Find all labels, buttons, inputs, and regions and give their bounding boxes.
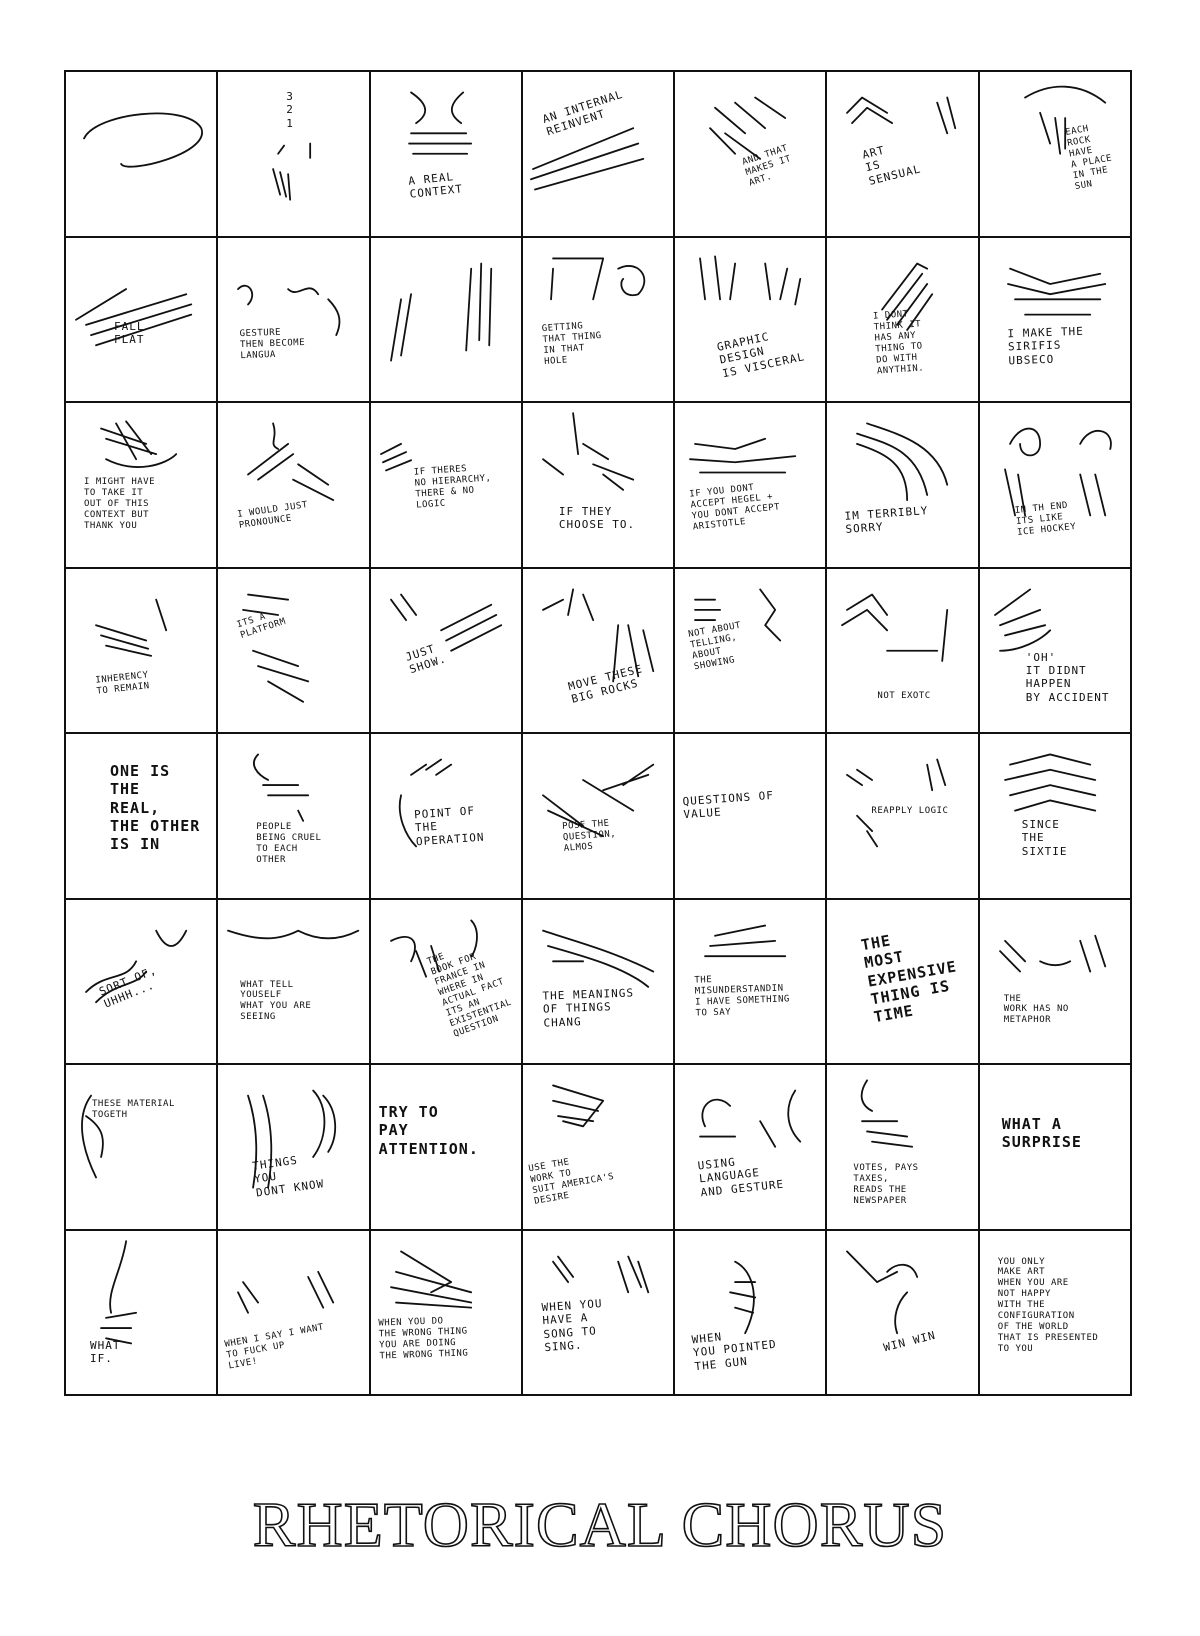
sketch-caption: I MIGHT HAVE TO TAKE IT OUT OF THIS CONTEXT BUT THANK YOU (84, 477, 156, 531)
sketch-caption: PEOPLE BEING CRUEL TO EACH OTHER (256, 822, 322, 865)
sketch-caption: THESE MATERIAL TOGETH (92, 1099, 175, 1120)
sketch-cell (827, 734, 979, 900)
sketch-cell (827, 72, 979, 238)
sketch-caption: EACH ROCK HAVE A PLACE IN THE SUN (1064, 123, 1113, 192)
sketch-cell (218, 238, 370, 404)
sketch-caption: VOTES, PAYS TAXES, READS THE NEWSPAPER (853, 1163, 919, 1206)
sketch-cell (675, 1231, 827, 1397)
sketch-cell (827, 900, 979, 1066)
sketch-caption: THE MEANINGS OF THINGS CHANG (542, 985, 635, 1029)
sketch-caption: SORT OF, UHHH... (97, 963, 159, 1011)
sketch-caption: IM TERRIBLY SORRY (844, 504, 930, 537)
gesture-sketch (980, 900, 1130, 1064)
sketch-caption: REAPPLY LOGIC (871, 806, 949, 816)
gesture-sketch (675, 72, 825, 236)
sketch-cell (980, 238, 1132, 404)
sketch-cell (66, 1065, 218, 1231)
sketch-caption: IF THERES NO HIERARCHY, THERE & NO LOGIC (413, 464, 492, 511)
sketch-caption: WHEN YOU HAVE A SONG TO SING. (541, 1296, 603, 1354)
sketch-cell (980, 569, 1132, 735)
sketch-cell (218, 1065, 370, 1231)
sketch-cell (675, 1065, 827, 1231)
sketch-cell (66, 403, 218, 569)
sketch-cell (66, 1231, 218, 1397)
gesture-sketch (980, 403, 1130, 567)
gesture-sketch (371, 238, 521, 402)
sketch-cell (675, 72, 827, 238)
sketch-cell (980, 72, 1132, 238)
sketch-caption: I MAKE THE SIRIFIS UBSECO (1007, 324, 1084, 367)
sketch-caption: AN INTERNAL REINVENT (540, 87, 625, 139)
gesture-sketch (980, 734, 1130, 898)
sketch-cell (523, 1231, 675, 1397)
sketch-cell (66, 900, 218, 1066)
gesture-sketch (218, 1065, 368, 1229)
gesture-sketch (827, 403, 977, 567)
sketch-caption: THE WORK HAS NO METAPHOR (1003, 993, 1069, 1026)
gesture-sketch (523, 734, 673, 898)
sketch-caption: SINCE THE SIXTIE (1021, 818, 1068, 858)
sketch-caption: FALL FLAT (114, 319, 145, 346)
sketch-cell (371, 1231, 523, 1397)
gesture-sketch (218, 403, 368, 567)
sketch-cell (371, 238, 523, 404)
gesture-sketch (980, 238, 1130, 402)
sketch-cell (827, 238, 979, 404)
sketch-cell (980, 1065, 1132, 1231)
sketch-caption: WHAT IF. (90, 1338, 121, 1365)
gesture-sketch (66, 569, 216, 733)
sketch-caption: ITS A PLATFORM (236, 611, 288, 641)
sketch-caption: THE MOST EXPENSIVE THING IS TIME (860, 930, 959, 1026)
sketch-cell (218, 569, 370, 735)
sketch-caption: WHEN YOU DO THE WRONG THING YOU ARE DOING THE WRONG THING (377, 1315, 469, 1361)
gesture-sketch (66, 72, 216, 236)
sketch-caption: POSE THE QUESTION, ALMOS (561, 818, 617, 854)
sketch-cell (523, 569, 675, 735)
sketch-caption: TRY TO PAY ATTENTION. (378, 1103, 479, 1158)
sketch-cell (66, 238, 218, 404)
drawing-grid (64, 70, 1132, 1396)
gesture-sketch (675, 1065, 825, 1229)
sketch-cell (523, 238, 675, 404)
sketch-cell (980, 734, 1132, 900)
sketch-caption: WHEN I SAY I WANT TO FUCK UP LIVE! (224, 1322, 326, 1371)
sketch-cell (371, 1065, 523, 1231)
sketch-cell (66, 734, 218, 900)
gesture-sketch (827, 1231, 977, 1395)
sketch-caption: AND THAT MAKES IT ART. (741, 143, 793, 189)
sketch-cell (675, 734, 827, 900)
sketch-cell (523, 734, 675, 900)
sketch-cell (827, 1065, 979, 1231)
sketch-caption: NOT EXOTC (877, 690, 931, 701)
gesture-sketch (66, 1065, 216, 1229)
sketch-cell (218, 403, 370, 569)
sketch-caption: WIN WIN (882, 1328, 938, 1354)
sketch-caption: GRAPHIC DESIGN IS VISCERAL (715, 329, 807, 380)
sketch-cell (675, 238, 827, 404)
gesture-sketch (218, 238, 368, 402)
sketch-cell (371, 734, 523, 900)
gesture-sketch (371, 1231, 521, 1395)
sketch-caption: GETTING THAT THING IN THAT HOLE (541, 320, 602, 367)
sketch-caption: GESTURE THEN BECOME LANGUA (239, 327, 306, 361)
sketch-caption: QUESTIONS OF VALUE (682, 788, 775, 822)
sketch-cell (523, 403, 675, 569)
sketch-caption: USE THE WORK TO SUIT AMERICA'S DESIRE (527, 1157, 615, 1207)
sketch-cell (980, 1231, 1132, 1397)
sketch-caption: I WOULD JUST PRONOUNCE (237, 500, 309, 531)
gesture-sketch (371, 72, 521, 236)
sketch-cell (827, 1231, 979, 1397)
gesture-sketch (827, 569, 977, 733)
sketch-cell (675, 900, 827, 1066)
sketch-caption: THINGS YOU DONT KNOW (251, 1153, 326, 1200)
sketch-cell (523, 1065, 675, 1231)
gesture-sketch (523, 403, 673, 567)
sketch-cell (980, 403, 1132, 569)
sketch-caption: POINT OF THE OPERATION (413, 804, 485, 849)
gesture-sketch (675, 238, 825, 402)
page-title: RHETORICAL CHORUS (252, 1489, 948, 1560)
sketch-cell (827, 403, 979, 569)
sketch-caption: IF YOU DONT ACCEPT HEGEL + YOU DONT ACCEPT ARISTOTLE (689, 482, 781, 533)
sketch-caption: MOVE THESE BIG ROCKS (566, 661, 644, 706)
sketch-caption: JUST SHOW. (403, 641, 448, 677)
sketch-caption: IN TH END ITS LIKE ICE HOCKEY (1014, 500, 1077, 538)
sketch-cell (675, 403, 827, 569)
sketch-cell (371, 403, 523, 569)
gesture-sketch (371, 569, 521, 733)
sketch-cell (827, 569, 979, 735)
sketch-caption: A REAL CONTEXT (407, 170, 464, 202)
sketch-caption: WHAT A SURPRISE (1001, 1115, 1082, 1152)
gesture-sketch (218, 734, 368, 898)
gesture-sketch (523, 569, 673, 733)
sketch-cell (523, 72, 675, 238)
sketch-caption: 3 2 1 (286, 90, 294, 130)
sketch-cell (66, 569, 218, 735)
sketch-cell (218, 734, 370, 900)
sketch-caption: NOT ABOUT TELLING, ABOUT SHOWING (687, 620, 742, 672)
sketch-cell (523, 900, 675, 1066)
sketch-caption: ONE IS THE REAL, THE OTHER IS IN (110, 762, 201, 854)
sketch-cell (980, 900, 1132, 1066)
sketch-caption: 'OH' IT DIDNT HAPPEN BY ACCIDENT (1025, 650, 1110, 704)
gesture-sketch (523, 900, 673, 1064)
sketch-caption: IF THEY CHOOSE TO. (558, 505, 636, 532)
sketch-caption: USING LANGUAGE AND GESTURE (697, 1155, 785, 1200)
sketch-cell (371, 72, 523, 238)
sketch-cell (218, 1231, 370, 1397)
sketch-cell (371, 569, 523, 735)
sketch-cell (675, 569, 827, 735)
sketch-caption: ART IS SENSUAL (861, 143, 923, 188)
sketch-cell (218, 900, 370, 1066)
sketch-cell (371, 900, 523, 1066)
sketch-caption: YOU ONLY MAKE ART WHEN YOU ARE NOT HAPPY WITH THE CONFIGURATION OF THE WORLD THAT IS PRESENTED TO YOU (997, 1256, 1099, 1355)
sketch-caption: WHAT TELL YOUSELF WHAT YOU ARE SEEING (240, 979, 312, 1023)
gesture-sketch (66, 1231, 216, 1395)
sketch-cell (218, 72, 370, 238)
sketch-caption: WHEN YOU POINTED THE GUN (691, 1329, 778, 1373)
gesture-sketch (218, 569, 368, 733)
sketch-caption: THE BOOK FOR FRANCE IN WHERE IN ACTUAL FACT ITS AN EXISTENTIAL QUESTION (425, 951, 513, 1039)
sketch-caption: THE MISUNDERSTANDIN I HAVE SOMETHING TO SAY (694, 974, 791, 1019)
sketch-caption: I DONT THINK IT HAS ANY THING TO DO WITH ANYTHIN. (873, 308, 925, 376)
sketch-cell (66, 72, 218, 238)
sketch-caption: INHERENCY TO REMAIN (94, 669, 151, 697)
